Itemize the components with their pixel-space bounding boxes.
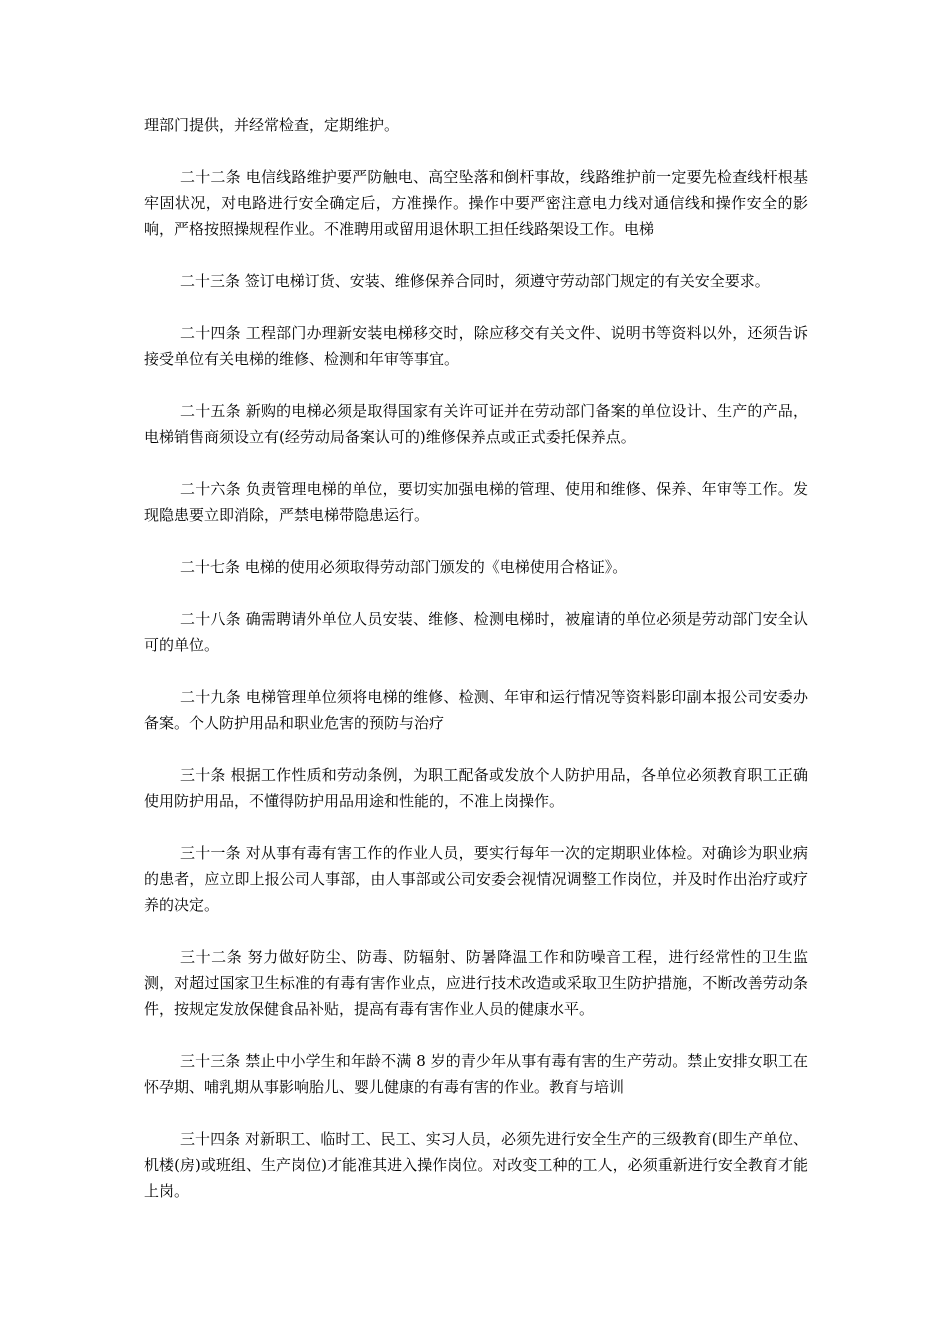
paragraph: 三十条 根据工作性质和劳动条例，为职工配备或发放个人防护用品，各单位必须教育职工正确使用防护用品，不懂得防护用品用途和性能的，不准上岗操作。	[144, 766, 808, 810]
document-page	[144, 112, 808, 1230]
paragraph: 二十九条 电梯管理单位须将电梯的维修、检测、年审和运行情况等资料影印副本报公司安委办备案。个人防护用品和职业危害的预防与治疗	[144, 688, 808, 732]
paragraph: 二十四条 工程部门办理新安装电梯移交时，除应移交有关文件、说明书等资料以外，还须告诉接受单位有关电梯的维修、检测和年审等事宜。	[144, 324, 808, 368]
paragraph: 三十一条 对从事有毒有害工作的作业人员，要实行每年一次的定期职业体检。对确诊为职业病的患者，应立即上报公司人事部，由人事部或公司安委会视情况调整工作岗位，并及时作出治疗或疗养的决定。	[144, 844, 808, 914]
paragraph: 三十三条 禁止中小学生和年龄不满 8 岁的青少年从事有毒有害的生产劳动。禁止安排女职工在怀孕期、哺乳期从事影响胎儿、婴儿健康的有毒有害的作业。教育与培训	[144, 1052, 808, 1096]
paragraph: 二十五条 新购的电梯必须是取得国家有关许可证并在劳动部门备案的单位设计、生产的产品，电梯销售商须设立有(经劳动局备案认可的)维修保养点或正式委托保养点。	[144, 402, 808, 446]
paragraph: 三十四条 对新职工、临时工、民工、实习人员，必须先进行安全生产的三级教育(即生产单位、机楼(房)或班组、生产岗位)才能准其进入操作岗位。对改变工种的工人，必须重新进行安全教育才能上岗。	[144, 1130, 808, 1200]
paragraph: 理部门提供，并经常检查，定期维护。	[144, 116, 400, 134]
paragraph: 二十二条 电信线路维护要严防触电、高空坠落和倒杆事故，线路维护前一定要先检查线杆根基牢固状况，对电路进行安全确定后，方准操作。操作中要严密注意电力线对通信线和操作安全的影响，严格按照操规程作业。不准聘用或留用退休职工担任线路架设工作。电梯	[144, 168, 808, 238]
paragraph: 二十七条 电梯的使用必须取得劳动部门颁发的《电梯使用合格证》。	[180, 558, 628, 576]
paragraph: 二十八条 确需聘请外单位人员安装、维修、检测电梯时，被雇请的单位必须是劳动部门安全认可的单位。	[144, 610, 808, 654]
paragraph: 二十六条 负责管理电梯的单位，要切实加强电梯的管理、使用和维修、保养、年审等工作。发现隐患要立即消除，严禁电梯带隐患运行。	[144, 480, 808, 524]
paragraph: 三十二条 努力做好防尘、防毒、防辐射、防暑降温工作和防噪音工程，进行经常性的卫生监测，对超过国家卫生标准的有毒有害作业点，应进行技术改造或采取卫生防护措施，不断改善劳动条件，按规定发放保健食品补贴，提高有毒有害作业人员的健康水平。	[144, 948, 808, 1018]
paragraph: 二十三条 签订电梯订货、安装、维修保养合同时，须遵守劳动部门规定的有关安全要求。	[180, 272, 770, 290]
